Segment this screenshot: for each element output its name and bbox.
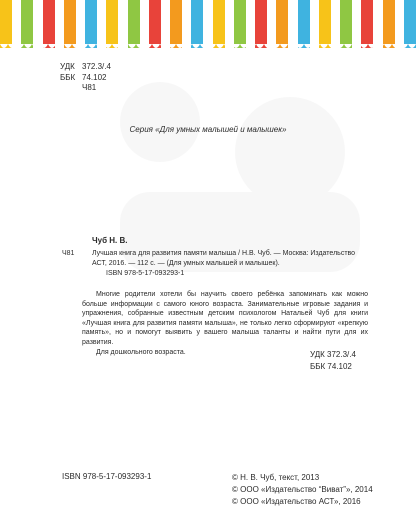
copyright-list <box>232 472 373 508</box>
udk-label: УДК <box>60 62 75 71</box>
annotation-text: Многие родители хотели бы научить своего ребёнка запоминать как можно больше информации с самого юного возраста. Занимательные игровые задания и упражнения, собранные известным детским психологом Натальей Чуб для книги «Лучшая книга для развития памяти малыша», не только легко сформируют «крепкую память», но и помогут выявить у вашего малыша таланты и найти пути для их развития. <box>82 291 368 346</box>
stripe <box>288 0 297 48</box>
stripe <box>340 0 352 48</box>
stripe <box>203 0 212 48</box>
stripe <box>128 0 140 48</box>
bbk-code: ББК 74.102 <box>310 362 352 371</box>
stripe <box>395 0 404 48</box>
stripe <box>267 0 276 48</box>
stripe <box>55 0 64 48</box>
stripe <box>97 0 106 48</box>
copyright-line: © ООО «Издательство АСТ», 2016 <box>232 497 361 506</box>
author-code: Ч81 <box>62 250 75 257</box>
stripe <box>170 0 182 48</box>
scalloped-edge <box>0 44 416 52</box>
stripe <box>276 0 288 48</box>
stripe <box>361 0 373 48</box>
stripe <box>106 0 118 48</box>
isbn-small: ISBN 978-5-17-093293-1 <box>106 270 185 277</box>
stripe <box>85 0 97 48</box>
stripe <box>225 0 234 48</box>
age-note: Для дошкольного возраста. <box>96 348 186 356</box>
stripe <box>352 0 361 48</box>
stripe <box>319 0 331 48</box>
bibliographic-description: Лучшая книга для развития памяти малыша / Н.В. Чуб. — Москва: Издательство АСТ, 2016. — 112 с. — (Для умных малышей и малышек). <box>92 250 356 267</box>
stripe <box>21 0 33 48</box>
stripe <box>118 0 127 48</box>
decorative-stripe-band <box>0 0 416 48</box>
series-title: Серия «Для умных малышей и малышек» <box>129 125 287 134</box>
stripe <box>161 0 170 48</box>
stripe <box>383 0 395 48</box>
bbk-label: ББК <box>60 72 76 82</box>
author-name: Чуб Н. В. <box>92 236 128 245</box>
stripe <box>149 0 161 48</box>
stripe <box>404 0 416 48</box>
stripe <box>182 0 191 48</box>
stripe <box>12 0 21 48</box>
stripe <box>246 0 255 48</box>
stripe <box>76 0 85 48</box>
stripe <box>310 0 319 48</box>
classification-codes-bottom <box>310 349 356 373</box>
stripe <box>64 0 76 48</box>
stripe <box>43 0 55 48</box>
stripe <box>213 0 225 48</box>
stripe <box>331 0 340 48</box>
classification-codes-top <box>60 62 111 94</box>
bbk-value: 74.102 <box>82 72 107 82</box>
stripe <box>191 0 203 48</box>
copyright-line: © Н. В. Чуб, текст, 2013 <box>232 473 320 482</box>
udk-value: 372.3/.4 <box>82 62 111 71</box>
isbn-main: ISBN 978-5-17-093293-1 <box>62 472 152 481</box>
annotation <box>82 290 368 357</box>
stripe <box>33 0 42 48</box>
stripe <box>255 0 267 48</box>
stripe <box>298 0 310 48</box>
stripe <box>0 0 12 48</box>
stripe <box>373 0 382 48</box>
stripe <box>234 0 246 48</box>
copyright-line: © ООО «Издательство “Виват”», 2014 <box>232 485 373 494</box>
stripe <box>140 0 149 48</box>
udk-code: УДК 372.3/.4 <box>310 350 356 359</box>
author-sign: Ч81 <box>82 83 97 92</box>
